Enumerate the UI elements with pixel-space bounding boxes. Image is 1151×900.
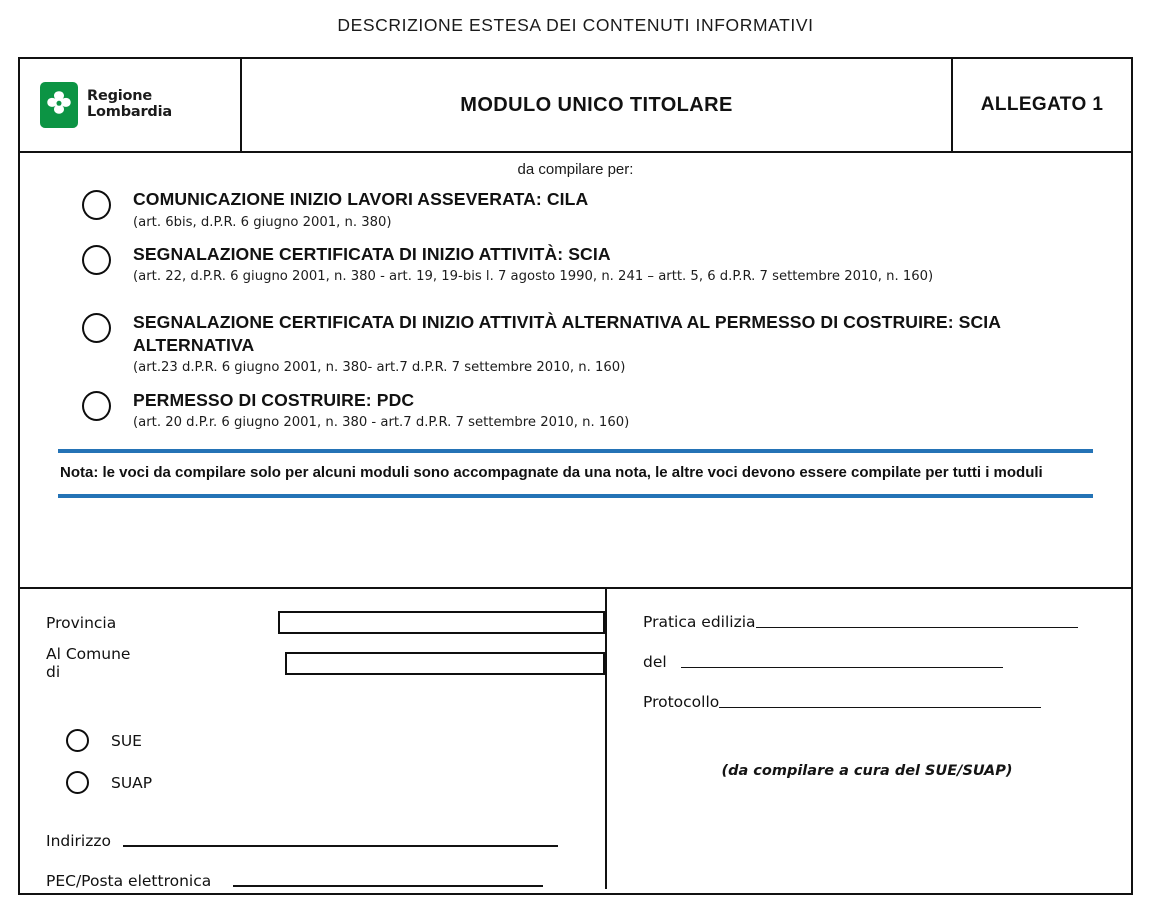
provincia-input[interactable] (278, 611, 605, 634)
form-header-row (20, 59, 1131, 153)
protocollo-row (643, 693, 1131, 711)
option-row-scia-alternativa[interactable] (20, 311, 1131, 376)
provincia-row (46, 611, 605, 634)
sue-row[interactable] (66, 729, 605, 752)
comune-input[interactable] (285, 652, 605, 675)
option-row-cila[interactable] (20, 188, 1131, 231)
pec-input[interactable] (233, 884, 543, 887)
option-title-scia: SEGNALAZIONE CERTIFICATA DI INIZIO ATTIVITÀ: SCIA (133, 243, 611, 264)
applicant-section (20, 589, 1131, 889)
suap-label: SUAP (111, 773, 153, 792)
option-texts-scia (111, 243, 933, 286)
pratica-edilizia-label: Pratica edilizia (643, 613, 756, 631)
options-section (20, 153, 1131, 589)
option-texts-pdc (111, 389, 629, 432)
suap-row[interactable] (66, 771, 605, 794)
option-reference-scia: (art. 22, d.P.R. 6 giugno 2001, n. 380 - art. 19, 19-bis l. 7 agosto 1990, n. 241 – artt. 5, 6 d.P.R. 7 settembre 2010, n. 160) (133, 269, 934, 285)
indirizzo-input[interactable] (123, 844, 558, 847)
provincia-label: Provincia (46, 613, 117, 632)
options-subheading: da compilare per: (517, 161, 634, 178)
radio-scia-alternativa[interactable] (82, 313, 111, 343)
pec-row (46, 872, 605, 890)
pratica-edilizia-row (643, 613, 1131, 631)
office-use-note: (da compilare a cura del SUE/SUAP) (721, 763, 1013, 779)
option-texts-cila (111, 188, 588, 231)
radio-scia[interactable] (82, 245, 111, 275)
option-title-pdc: PERMESSO DI COSTRUIRE: PDC (133, 389, 415, 410)
radio-sue[interactable] (66, 729, 89, 752)
indirizzo-row (46, 832, 605, 850)
option-texts-scia-alternativa (111, 311, 1013, 376)
page-title: DESCRIZIONE ESTESA DEI CONTENUTI INFORMATIVI (337, 15, 814, 35)
logo-cell (20, 59, 242, 151)
comune-label: Al Comune di (46, 645, 131, 681)
logo-wordmark (87, 89, 172, 120)
option-row-scia[interactable] (20, 243, 1131, 286)
note-text: Nota: le voci da compilare solo per alcuni moduli sono accompagnate da una nota, le altre voci devono essere compilate per tutti i moduli (60, 464, 1043, 482)
del-row (643, 653, 1131, 671)
option-reference-cila: (art. 6bis, d.P.R. 6 giugno 2001, n. 380) (133, 214, 392, 230)
form-title-cell (242, 59, 953, 151)
del-label: del (643, 653, 667, 671)
annex-label: ALLEGATO 1 (980, 94, 1104, 115)
indirizzo-label: Indirizzo (46, 832, 111, 850)
option-title-scia-alternativa: SEGNALAZIONE CERTIFICATA DI INIZIO ATTIVITÀ ALTERNATIVA AL PERMESSO DI COSTRUIRE: SCIA ALTERNATIVA (133, 312, 1001, 355)
option-title-cila: COMUNICAZIONE INIZIO LAVORI ASSEVERATA: CILA (133, 189, 589, 209)
radio-suap[interactable] (66, 771, 89, 794)
option-reference-pdc: (art. 20 d.P.r. 6 giugno 2001, n. 380 - art.7 d.P.R. 7 settembre 2010, n. 160) (133, 415, 630, 431)
form-frame (18, 57, 1133, 895)
protocollo-input[interactable] (719, 706, 1041, 708)
logo-line-lombardia: Lombardia (87, 104, 172, 120)
logo-line-regione: Regione (87, 88, 153, 105)
del-input[interactable] (681, 666, 1003, 668)
protocollo-label: Protocollo (643, 693, 720, 711)
pratica-edilizia-input[interactable] (756, 626, 1078, 628)
radio-pdc[interactable] (82, 391, 111, 421)
comune-row (46, 645, 605, 681)
option-row-pdc[interactable] (20, 389, 1131, 432)
form-title: MODULO UNICO TITOLARE (460, 93, 733, 116)
note-block (58, 449, 1093, 497)
regione-lombardia-logo (40, 82, 172, 128)
lombardy-rose-icon (40, 82, 78, 128)
right-form-column (607, 589, 1131, 889)
pec-label: PEC/Posta elettronica (46, 872, 212, 890)
sue-label: SUE (111, 731, 142, 750)
option-reference-scia-alternativa: (art.23 d.P.R. 6 giugno 2001, n. 380- art.7 d.P.R. 7 settembre 2010, n. 160) (133, 360, 626, 376)
left-form-column (20, 589, 607, 889)
radio-cila[interactable] (82, 190, 111, 220)
annex-cell (953, 59, 1131, 151)
